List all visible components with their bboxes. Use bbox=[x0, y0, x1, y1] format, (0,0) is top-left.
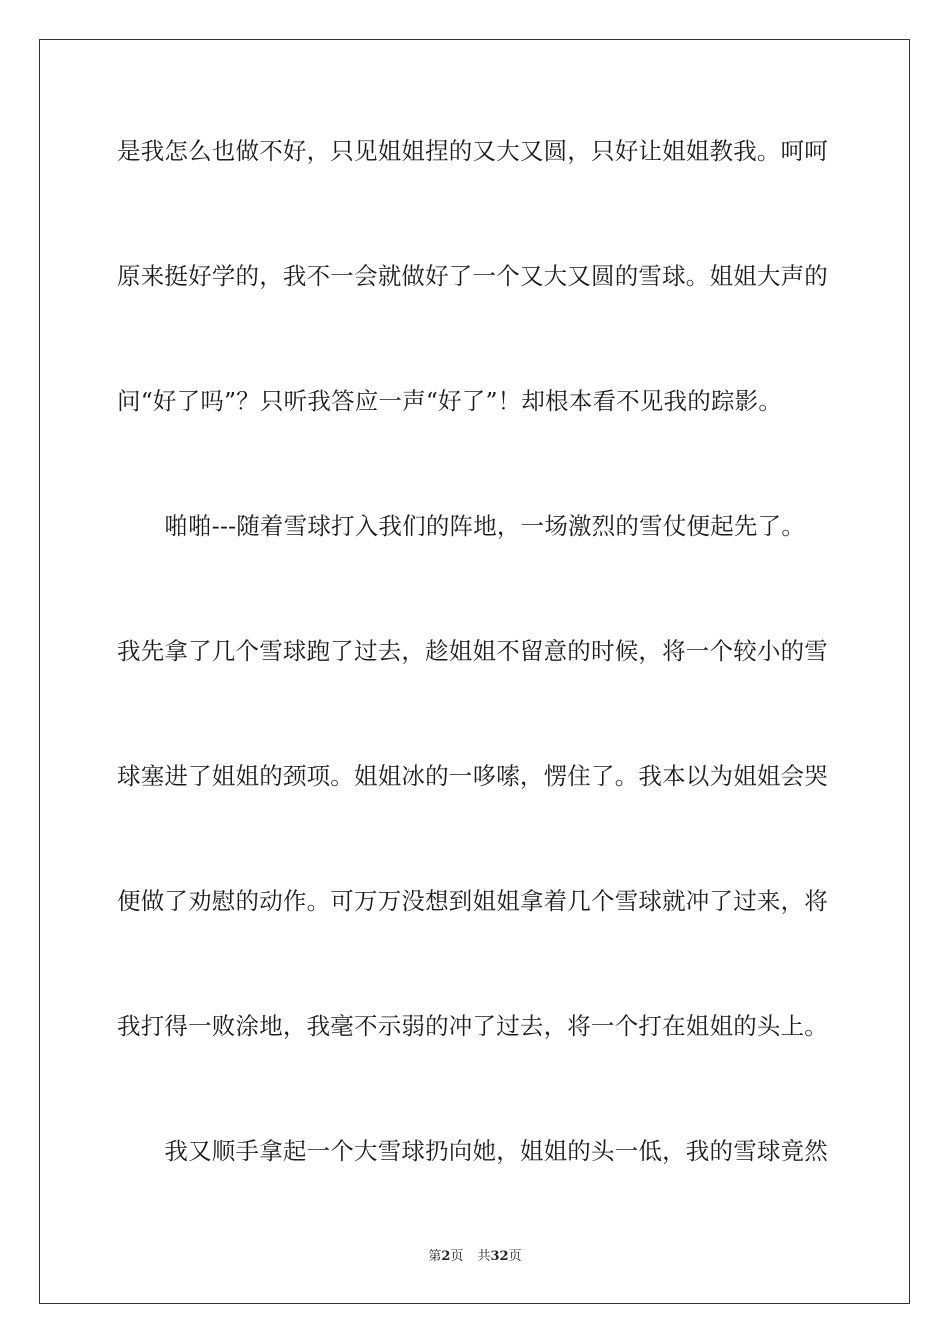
text-line-8: 我打得一败涂地，我毫不示弱的冲了过去，将一个打在姐姐的头上。 bbox=[117, 1012, 828, 1040]
page-number: 2 bbox=[441, 1249, 451, 1264]
text-line-4: 啪啪---随着雪球打入我们的阵地，一场激烈的雪仗便起先了。 bbox=[117, 512, 806, 540]
text-line-6: 球塞进了姐姐的颈项。姐姐冰的一哆嗦，愣住了。我本以为姐姐会哭 bbox=[117, 762, 828, 790]
text-line-9: 我又顺手拿起一个大雪球扔向她，姐姐的头一低，我的雪球竟然 bbox=[117, 1137, 828, 1165]
text-line-1: 是我怎么也做不好，只见姐姐捏的又大又圆，只好让姐姐教我。呵呵 bbox=[117, 137, 828, 165]
total-pages: 32 bbox=[490, 1249, 509, 1264]
text-line-7: 便做了劝慰的动作。可万万没想到姐姐拿着几个雪球就冲了过来，将 bbox=[117, 887, 828, 915]
text-line-5: 我先拿了几个雪球跑了过去，趁姐姐不留意的时候，将一个较小的雪 bbox=[117, 637, 828, 665]
page-label-prefix: 第 bbox=[428, 1249, 442, 1264]
total-label-suffix: 页 bbox=[508, 1249, 522, 1264]
total-label-prefix: 共 bbox=[477, 1249, 491, 1264]
page-border bbox=[39, 39, 910, 1304]
text-line-3: 问“好了吗”？只听我答应一声“好了”！却根本看不见我的踪影。 bbox=[117, 387, 783, 415]
page-label-suffix: 页 bbox=[450, 1249, 464, 1264]
page-footer bbox=[0, 1248, 950, 1266]
text-line-2: 原来挺好学的，我不一会就做好了一个又大又圆的雪球。姐姐大声的 bbox=[117, 262, 828, 290]
